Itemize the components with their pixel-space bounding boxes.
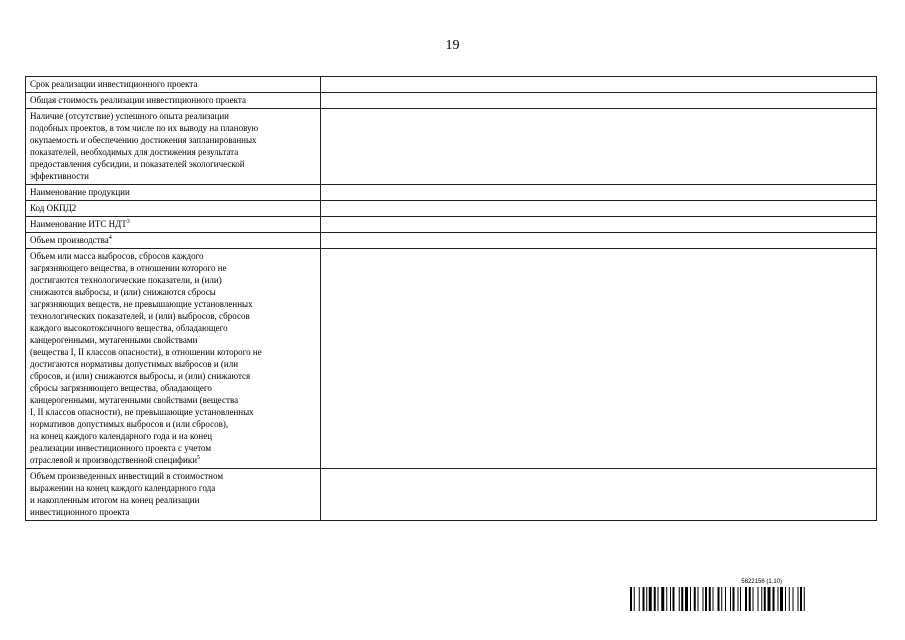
barcode-bar [690,587,691,611]
barcode-bar [798,587,799,611]
barcode-bar [718,587,720,611]
barcode-caption: 5822156 (1.10) [741,579,782,585]
row-label-cell [26,217,321,233]
row-value-cell[interactable] [321,77,877,93]
row-value-cell[interactable] [321,201,877,217]
table-row [26,201,877,217]
table-row [26,249,877,469]
row-value-cell[interactable] [321,185,877,201]
barcode-bar [639,587,640,611]
row-label-cell [26,93,321,109]
barcode-bar [685,587,688,611]
barcode-bar [768,587,771,611]
table-row [26,109,877,185]
page-number: 19 [445,38,460,53]
row-label-cell [26,233,321,249]
barcode-bar [703,587,704,611]
barcode-bar [670,587,671,611]
footnote-marker: 5 [197,455,201,461]
row-label-cell [26,109,321,185]
row-value-cell[interactable] [321,93,877,109]
row-label-cell [26,201,321,217]
barcode-bar [804,587,805,611]
barcode-bar [733,587,735,611]
table-row [26,233,877,249]
row-label-cell [26,469,321,521]
barcode-bar [725,587,726,611]
table-row [26,469,877,521]
row-value-cell[interactable] [321,217,877,233]
row-label: Срок реализации инвестиционного проекта [30,79,198,89]
barcode-bar [764,587,766,611]
barcode-bar [709,587,711,611]
table-row [26,185,877,201]
barcode-bar [789,587,790,611]
row-label: Общая стоимость реализации инвестиционного проекта [30,95,246,105]
footnote-marker: 4 [108,235,112,241]
barcode-bar [630,587,632,611]
barcode-bar [800,587,802,611]
barcode-bar [666,587,667,611]
row-label: Объем производства [30,235,109,245]
barcode-bar [730,587,731,611]
barcode-bar [698,587,699,611]
row-label: Код ОКПД2 [30,203,77,213]
row-value-cell[interactable] [321,469,877,521]
table-row [26,93,877,109]
barcode-bar [679,587,680,611]
barcode-bar [705,587,707,611]
barcode-bar [753,587,754,611]
table-row [26,217,877,233]
barcode-bar [785,587,786,611]
barcode-bar [773,587,775,611]
barcode-bar [646,587,647,611]
barcode-bar [758,587,759,611]
barcode-bar [740,587,741,611]
barcode-bar [749,587,751,611]
barcode-bar [694,587,696,611]
row-value-cell[interactable] [321,233,877,249]
barcode-bar [721,587,722,611]
barcode-bar [658,587,659,611]
barcode-bar [738,587,739,611]
row-value-cell[interactable] [321,249,877,469]
barcode-bar [643,587,645,611]
table-body [26,77,877,521]
barcode-bar [661,587,664,611]
barcode-image [630,587,856,611]
barcode-bar [713,587,714,611]
barcode-bar [681,587,683,611]
row-value-cell[interactable] [321,109,877,185]
row-label: Наименование ИТС НДТ [30,219,127,229]
barcode-bar [780,587,783,611]
row-label-cell [26,77,321,93]
row-label: Наименование продукции [30,187,130,197]
row-label: Наличие (отсутствие) успешного опыта реализации подобных проектов, в том числе по их выводу на плановую окупаемость и обеспечению достижения запланированных показателей, необходимых для достижения результата предоставления субсидии, и показателей экологической эффективности [30,111,259,181]
barcode-bar [654,587,656,611]
footnote-marker: 3 [126,219,130,225]
barcode-bar [793,587,794,611]
barcode-bar [761,587,762,611]
barcode-bar [649,587,652,611]
project-info-table [25,76,877,521]
row-label: Объем или масса выбросов, сбросов каждого загрязняющего вещества, в отношении которого не достигаются технологические показатели, и (или) снижаются выбросы, и (или) снижаются сбросы загрязняющих веществ, не превышающие установленных технологических показателей, и (или) выбросов, сбросов каждого высокотоксичного вещества, обладающего канцерогенными, мутагенными свойствами (вещества I, II классов опасности), в отношении которого не достигаются нормативы допустимых выбросов и (или сбросов, и (или) снижаются выбросы, и (или) снижаются сбросы загрязняющего вещества, обладающего канцерогенными, мутагенными свойствами (вещества I, II классов опасности), не превышающие установленных нормативов допустимых выбросов и (или сбросов), на конец каждого календарного года и на конец реализации инвестиционного проекта с учетом отраслевой и производственной специфики [30,251,262,465]
barcode-block [630,579,856,613]
barcode-bar [634,587,635,611]
row-label-cell [26,249,321,469]
row-label: Объем произведенных инвестиций в стоимостном выражении на конец каждого календарного года и накопленным итогом на конец реализации инвестиционного проекта [30,471,224,517]
barcode-bar [745,587,747,611]
barcode-bar [673,587,675,611]
row-label-cell [26,185,321,201]
table-row [26,77,877,93]
barcode-bar [778,587,779,611]
